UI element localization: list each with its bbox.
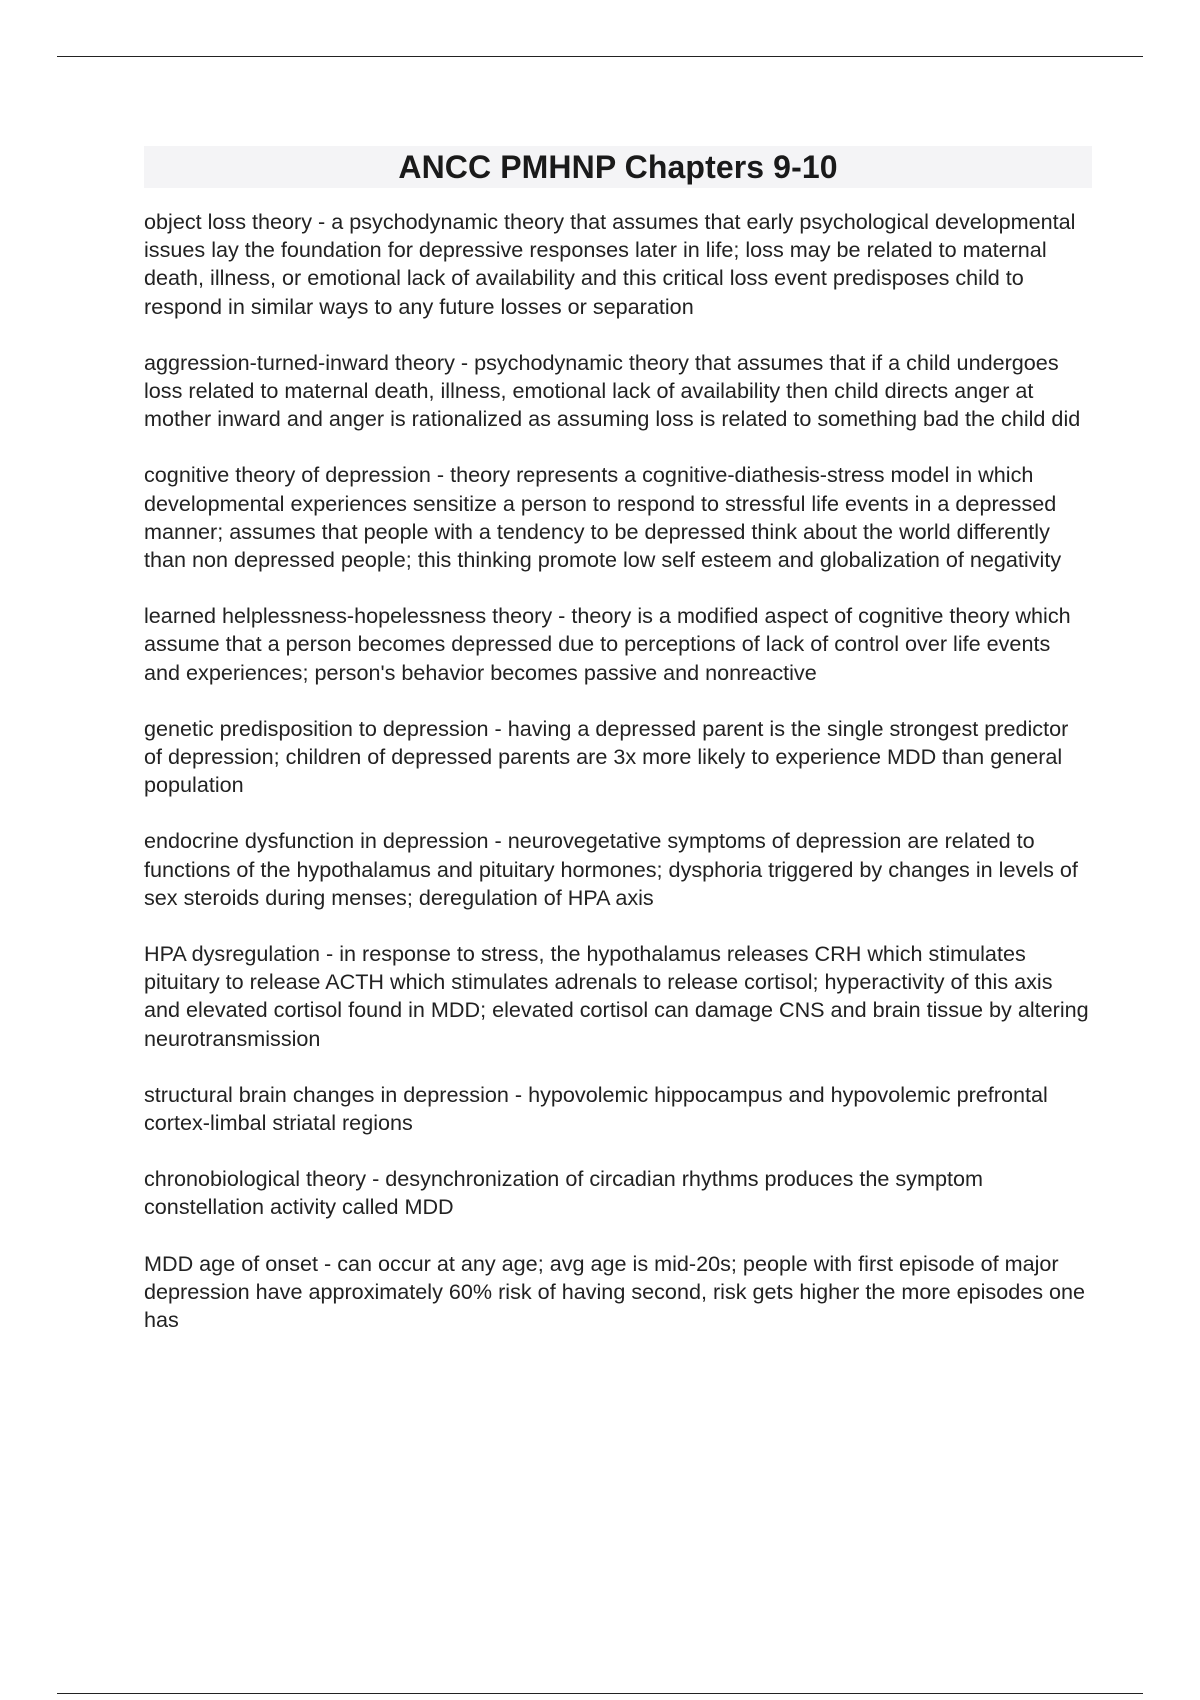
- flashcard-entry: genetic predisposition to depression - having a depressed parent is the single strongest predictor of depression; children of depressed parents are 3x more likely to experience MDD than general population: [144, 715, 1069, 798]
- flashcard-entry: cognitive theory of depression - theory represents a cognitive-diathesis-stress model in which developmental experiences sensitize a person to respond to stressful life events in a depressed manner; assumes that people with a tendency to be depressed think about the world differently than non depressed people; this thinking promote low self esteem and globalization of negativity: [144, 462, 1062, 573]
- title-bar: [144, 146, 1092, 188]
- document-body: [144, 146, 1092, 1362]
- flashcard-entry: aggression-turned-inward theory - psychodynamic theory that assumes that if a child undergoes loss related to maternal death, illness, emotional lack of availability then child directs anger at mother inward and anger is rationalized as assuming loss is related to something bad the child did: [144, 349, 1081, 432]
- flashcard-entry: chronobiological theory - desynchronization of circadian rhythms produces the symptom constellation activity called MDD: [144, 1166, 983, 1220]
- flashcard-entry: endocrine dysfunction in depression - neurovegetative symptoms of depression are related to functions of the hypothalamus and pituitary hormones; dysphoria triggered by changes in levels of sex steroids during menses; deregulation of HPA axis: [144, 828, 1078, 910]
- page-title: ANCC PMHNP Chapters 9-10: [398, 148, 838, 185]
- flashcard-entry: HPA dysregulation - in response to stress, the hypothalamus releases CRH which stimulates pituitary to release ACTH which stimulates adrenals to release cortisol; hyperactivity of this axis and elevated cortisol found in MDD; elevated cortisol can damage CNS and brain tissue by altering neurotransmission: [144, 941, 1089, 1051]
- flashcard-entry: MDD age of onset - can occur at any age; avg age is mid-20s; people with first episode of major depression have approximately 60% risk of having second, risk gets higher the more episodes one has: [144, 1250, 1086, 1333]
- top-divider: [57, 56, 1143, 57]
- flashcard-entry: learned helplessness-hopelessness theory - theory is a modified aspect of cognitive theory which assume that a person becomes depressed due to perceptions of lack of control over life events and experiences; person's behavior becomes passive and nonreactive: [144, 603, 1071, 685]
- flashcard-entry: object loss theory - a psychodynamic theory that assumes that early psychological developmental issues lay the foundation for depressive responses later in life; loss may be related to maternal death, illness, or emotional lack of availability and this critical loss event predisposes child to respond in similar ways to any future losses or separation: [144, 209, 1076, 319]
- bottom-divider: [57, 1693, 1143, 1694]
- flashcard-entry: structural brain changes in depression - hypovolemic hippocampus and hypovolemic prefrontal cortex-limbal striatal regions: [144, 1081, 1048, 1136]
